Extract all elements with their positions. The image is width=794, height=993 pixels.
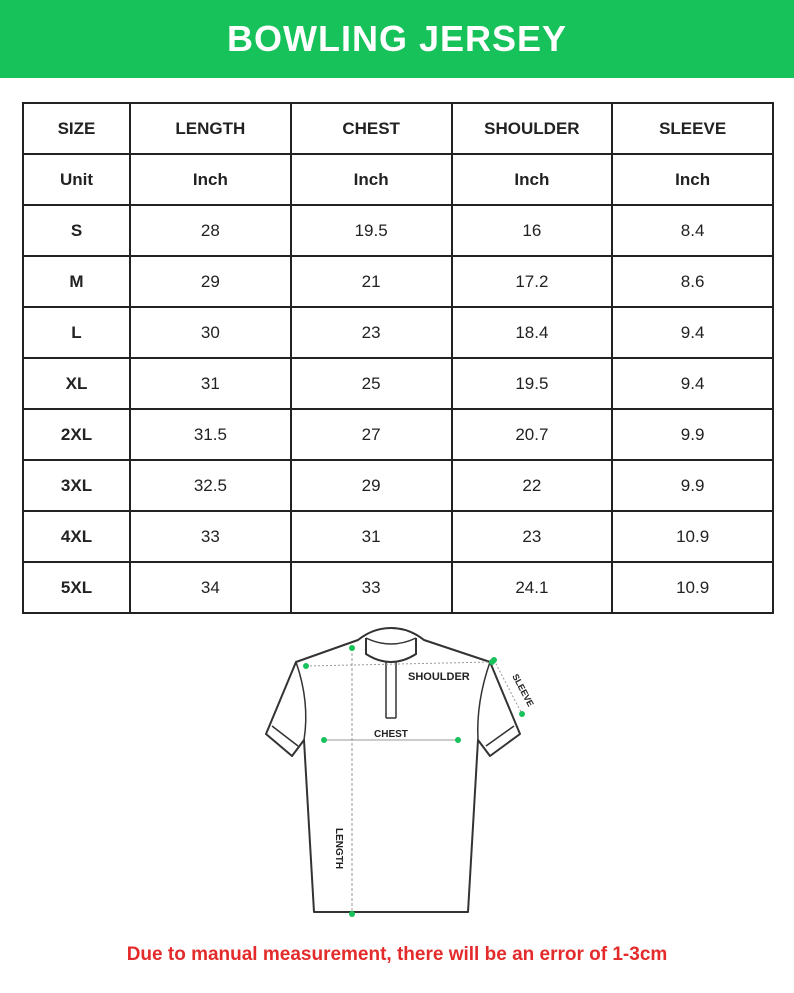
value-cell: 33: [130, 511, 291, 562]
value-cell: 19.5: [291, 205, 452, 256]
size-cell: 2XL: [23, 409, 130, 460]
value-cell: 9.9: [612, 460, 773, 511]
page-title: BOWLING JERSEY: [226, 18, 568, 59]
shoulder-label: SHOULDER: [408, 671, 470, 683]
value-cell: 17.2: [452, 256, 613, 307]
table-row: [23, 358, 773, 409]
value-cell: 21: [291, 256, 452, 307]
value-cell: 16: [452, 205, 613, 256]
measure-point: [455, 737, 461, 743]
unit-cell: Inch: [612, 154, 773, 205]
measure-point: [303, 663, 309, 669]
value-cell: 34: [130, 562, 291, 613]
sleeve-label: SLEEVE: [510, 672, 536, 709]
size-cell: M: [23, 256, 130, 307]
value-cell: 8.6: [612, 256, 773, 307]
size-chart-table: [22, 102, 774, 614]
unit-cell: Unit: [23, 154, 130, 205]
value-cell: 8.4: [612, 205, 773, 256]
jersey-outline-icon: [258, 622, 538, 932]
value-cell: 25: [291, 358, 452, 409]
size-cell: 3XL: [23, 460, 130, 511]
table-row: [23, 511, 773, 562]
value-cell: 10.9: [612, 511, 773, 562]
value-cell: 29: [130, 256, 291, 307]
value-cell: 9.4: [612, 358, 773, 409]
table-row: [23, 460, 773, 511]
table-row: [23, 562, 773, 613]
header-cell: SLEEVE: [612, 103, 773, 154]
size-cell: L: [23, 307, 130, 358]
value-cell: 19.5: [452, 358, 613, 409]
measurement-note: Due to manual measurement, there will be an error of 1-3cm: [126, 944, 668, 965]
value-cell: 18.4: [452, 307, 613, 358]
title-banner: [0, 0, 794, 78]
value-cell: 10.9: [612, 562, 773, 613]
table-row: [23, 256, 773, 307]
chest-label: CHEST: [374, 729, 408, 740]
header-cell: SHOULDER: [452, 103, 613, 154]
header-cell: CHEST: [291, 103, 452, 154]
value-cell: 28: [130, 205, 291, 256]
measure-point: [349, 645, 355, 651]
value-cell: 33: [291, 562, 452, 613]
measure-point: [321, 737, 327, 743]
value-cell: 27: [291, 409, 452, 460]
value-cell: 31.5: [130, 409, 291, 460]
header-cell: SIZE: [23, 103, 130, 154]
unit-cell: Inch: [130, 154, 291, 205]
value-cell: 32.5: [130, 460, 291, 511]
header-cell: LENGTH: [130, 103, 291, 154]
table-row: [23, 307, 773, 358]
jersey-diagram: [258, 622, 538, 932]
measure-point: [349, 911, 355, 917]
size-cell: 5XL: [23, 562, 130, 613]
header-row: [23, 103, 773, 154]
size-cell: XL: [23, 358, 130, 409]
unit-cell: Inch: [291, 154, 452, 205]
unit-row: [23, 154, 773, 205]
measure-point: [491, 657, 497, 663]
value-cell: 29: [291, 460, 452, 511]
value-cell: 23: [291, 307, 452, 358]
value-cell: 9.9: [612, 409, 773, 460]
size-cell: S: [23, 205, 130, 256]
value-cell: 23: [452, 511, 613, 562]
size-cell: 4XL: [23, 511, 130, 562]
table-row: [23, 409, 773, 460]
value-cell: 22: [452, 460, 613, 511]
unit-cell: Inch: [452, 154, 613, 205]
measure-point: [519, 711, 525, 717]
length-label: LENGTH: [333, 828, 344, 870]
value-cell: 31: [130, 358, 291, 409]
value-cell: 20.7: [452, 409, 613, 460]
value-cell: 9.4: [612, 307, 773, 358]
value-cell: 30: [130, 307, 291, 358]
value-cell: 24.1: [452, 562, 613, 613]
value-cell: 31: [291, 511, 452, 562]
table-row: [23, 205, 773, 256]
